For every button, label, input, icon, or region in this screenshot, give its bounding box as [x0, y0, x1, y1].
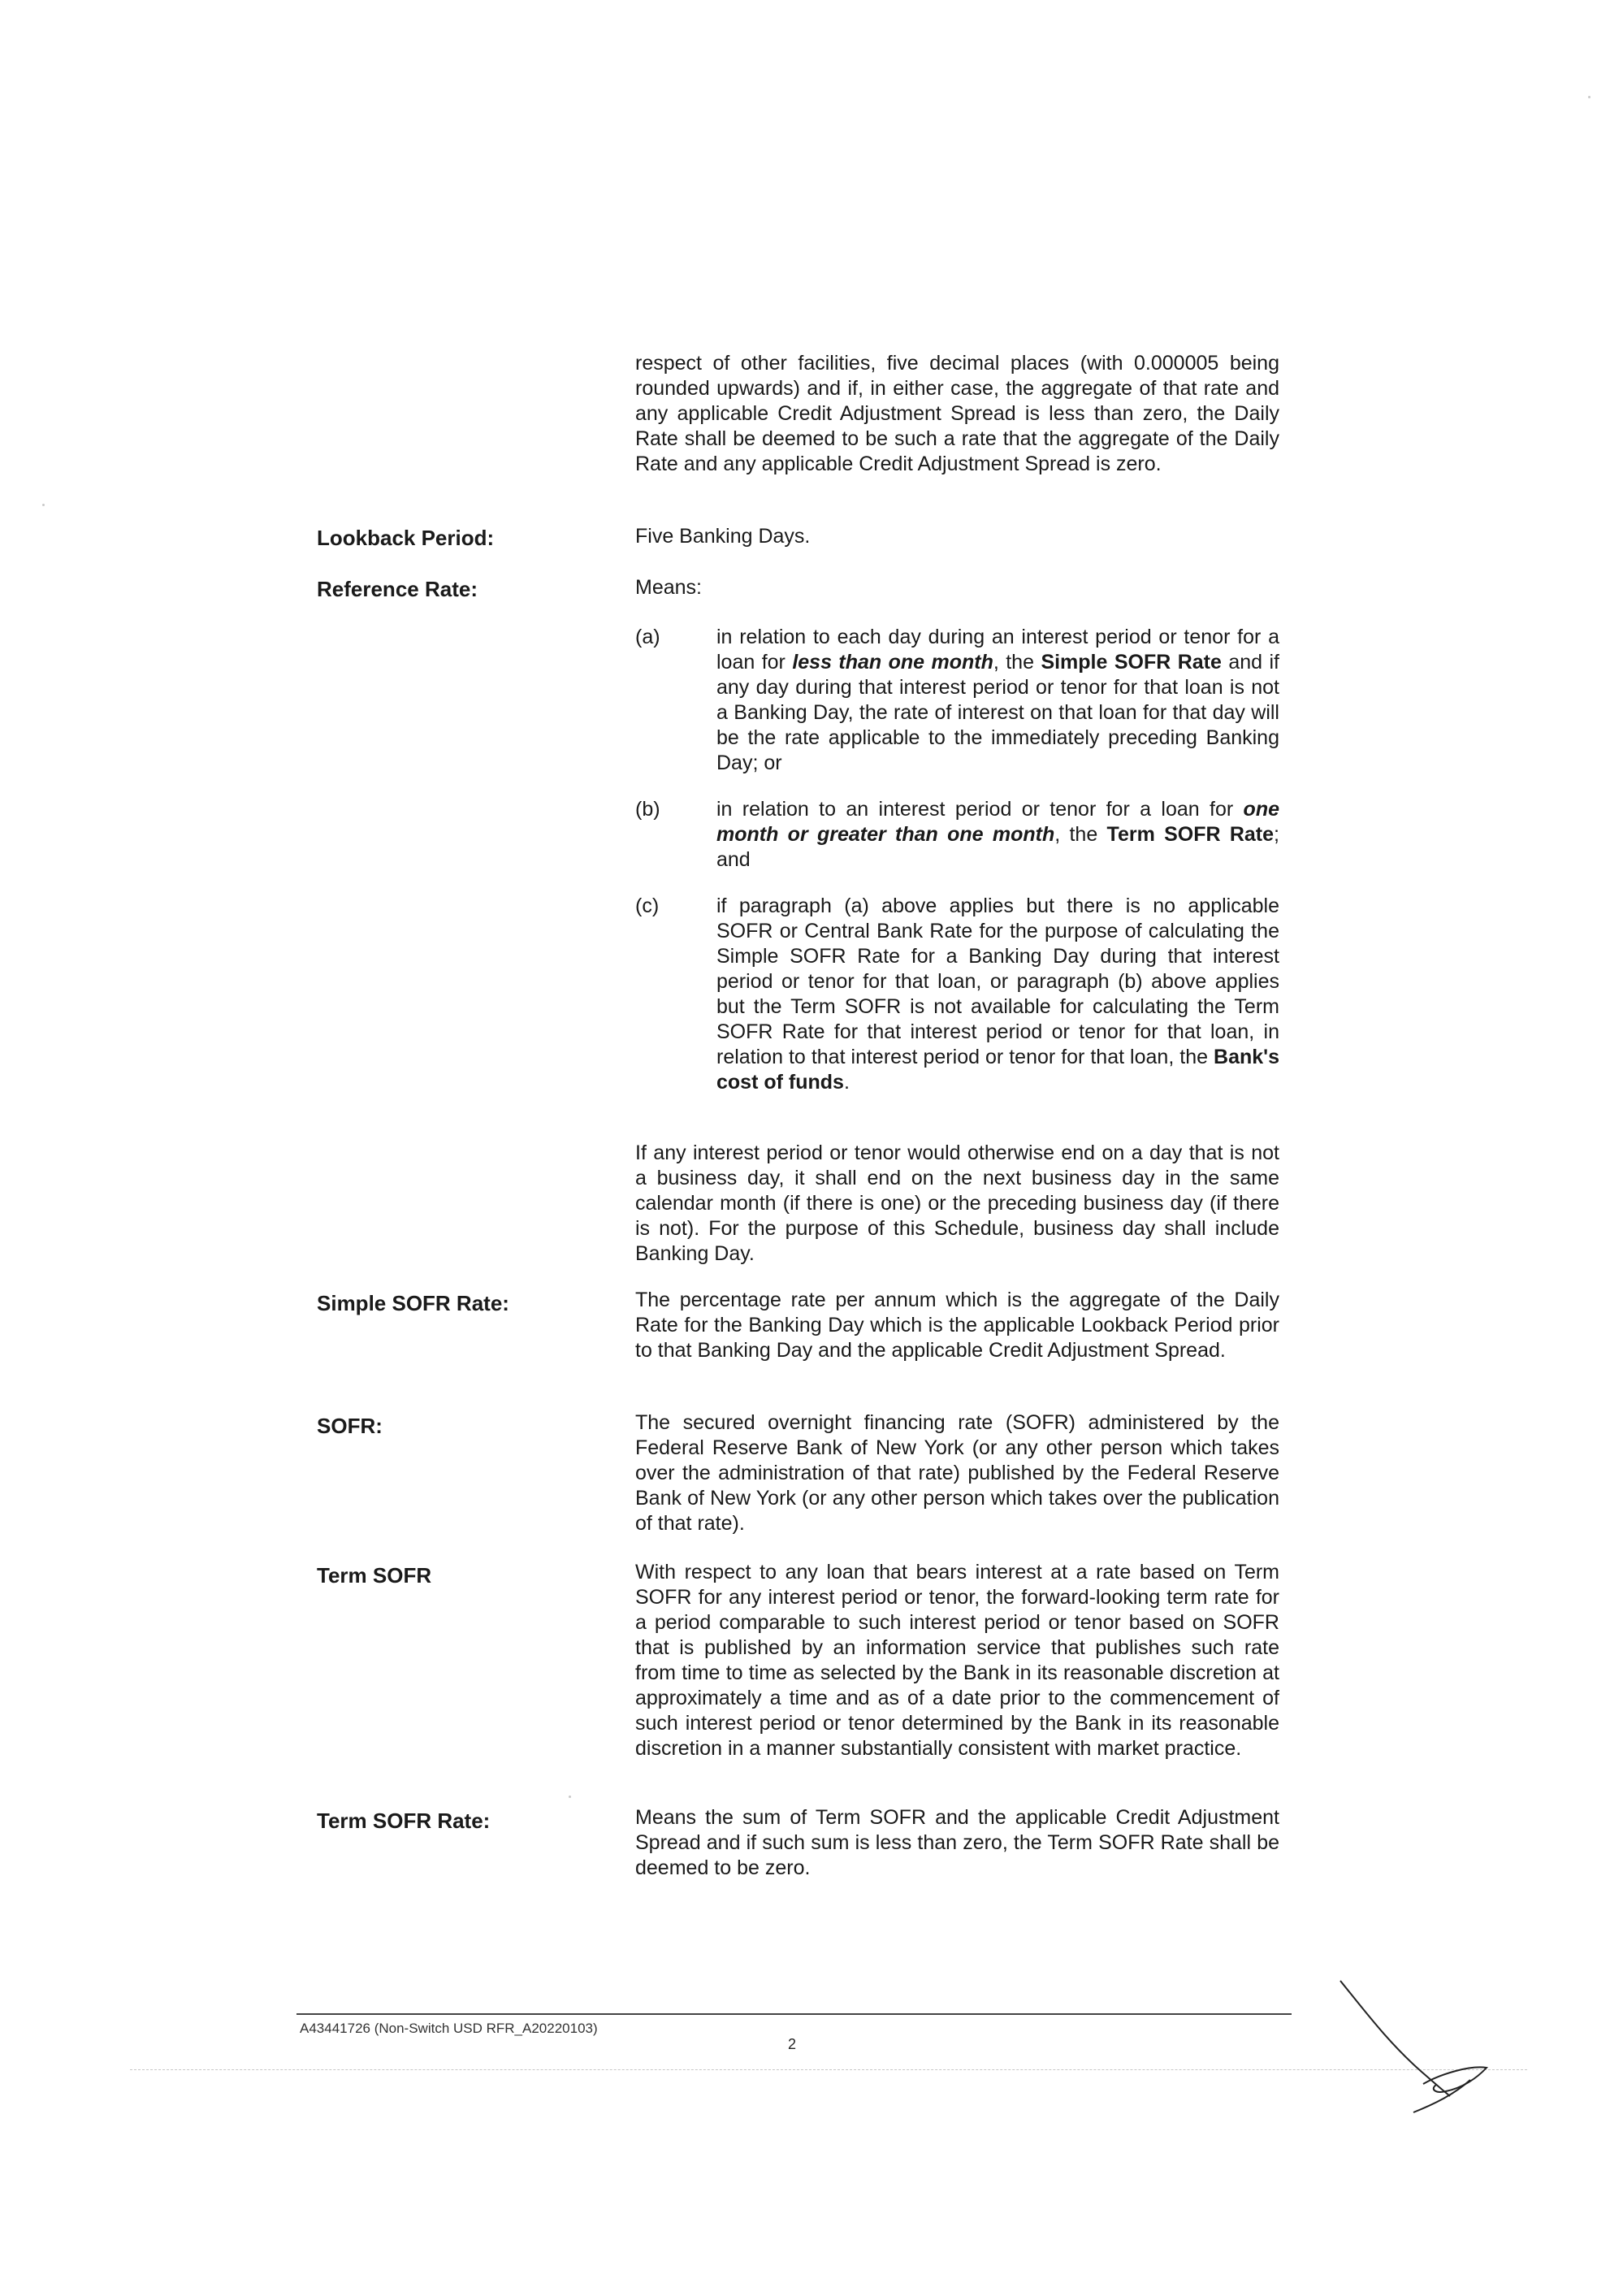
- page-number: 2: [787, 2036, 796, 2052]
- handwritten-initials: [1332, 1974, 1511, 2129]
- scan-speck: [42, 504, 45, 506]
- sofr-term: SOFR:: [317, 1414, 383, 1438]
- paragraph-text: if paragraph (a) above applies but there is no applicable SOFR or Central Bank Rate for the purpose of calculating the Simple SOFR Rate for a Banking Day during that interest period or tenor for that loan, or paragraph (b) above applies but the Term SOFR is not available for calculating the Term SOFR Rate for that interest period or tenor for that loan, in relation to that interest period or tenor for that loan, the Bank's cost of funds.: [716, 895, 1279, 1094]
- paragraph-text: in relation to each day during an interest period or tenor for a loan for less than one month, the Simple SOFR Rate and if any day during that interest period or tenor for that loan is not a Banking Day, the rate of interest on that loan for that day will be the rate applicable to the immediately preceding Banking Day; or: [716, 626, 1279, 774]
- paragraph-label: (c): [635, 895, 660, 917]
- scan-speck: [569, 1796, 571, 1798]
- scan-artifact-line: [130, 2069, 1527, 2070]
- term-sofr-term: Term SOFR: [317, 1563, 432, 1588]
- simple-sofr-rate-term: Simple SOFR Rate:: [317, 1291, 509, 1315]
- footer-rule: [296, 2013, 1292, 2015]
- term-sofr-definition: With respect to any loan that bears interest at a rate based on Term SOFR for any interest period or tenor, the forward-looking term rate for a period comparable to such interest period or tenor based on SOFR that is published by an information service that publishes such rate from time to time as selected by the Bank in its reasonable discretion at approximately a time and as of a date prior to the commencement of such interest period or tenor determined by the Bank in its reasonable discretion in a manner substantially consistent with market practice.: [635, 1561, 1279, 1760]
- simple-sofr-rate-definition: The percentage rate per annum which is the aggregate of the Daily Rate for the Banking Day which is the applicable Lookback Period prior to that Banking Day and the applicable Credit Adjustment Spread.: [635, 1289, 1279, 1362]
- term-sofr-rate-term: Term SOFR Rate:: [317, 1809, 491, 1833]
- term-sofr-rate-definition: Means the sum of Term SOFR and the applicable Credit Adjustment Spread and if such sum is less than zero, the Term SOFR Rate shall be deemed to be zero.: [635, 1806, 1279, 1879]
- lookback-period-definition: Five Banking Days.: [635, 525, 811, 548]
- paragraph-label: (a): [635, 626, 660, 648]
- scan-speck: [1588, 96, 1591, 98]
- sofr-definition: The secured overnight financing rate (SOFR) administered by the Federal Reserve Bank of New York (or any other person which takes over the administration of that rate) published by the Federal Reserve Bank of New York (or any other person which takes over the publication of that rate).: [635, 1411, 1279, 1535]
- reference-rate-term: Reference Rate:: [317, 577, 478, 601]
- paragraph-text: in relation to an interest period or tenor for a loan for one month or greater than one month, the Term SOFR Rate; and: [716, 798, 1279, 871]
- reference-rate-intro: Means:: [635, 576, 702, 599]
- reference-rate-closing: If any interest period or tenor would otherwise end on a day that is not a business day, it shall end on the next business day in the same calendar month (if there is one) or the preceding business day (if there is not). For the purpose of this Schedule, business day shall include Banking Day.: [635, 1142, 1279, 1265]
- lookback-period-term: Lookback Period:: [317, 526, 495, 550]
- footer-reference: A43441726 (Non-Switch USD RFR_A20220103): [300, 2021, 598, 2036]
- paragraph-label: (b): [635, 798, 660, 821]
- daily-rate-continuation: respect of other facilities, five decimal places (with 0.000005 being rounded upwards) and if, in either case, the aggregate of that rate and any applicable Credit Adjustment Spread is less than zero, the Daily Rate shall be deemed to be such a rate that the aggregate of the Daily Rate and any applicable Credit Adjustment Spread is zero.: [635, 352, 1279, 475]
